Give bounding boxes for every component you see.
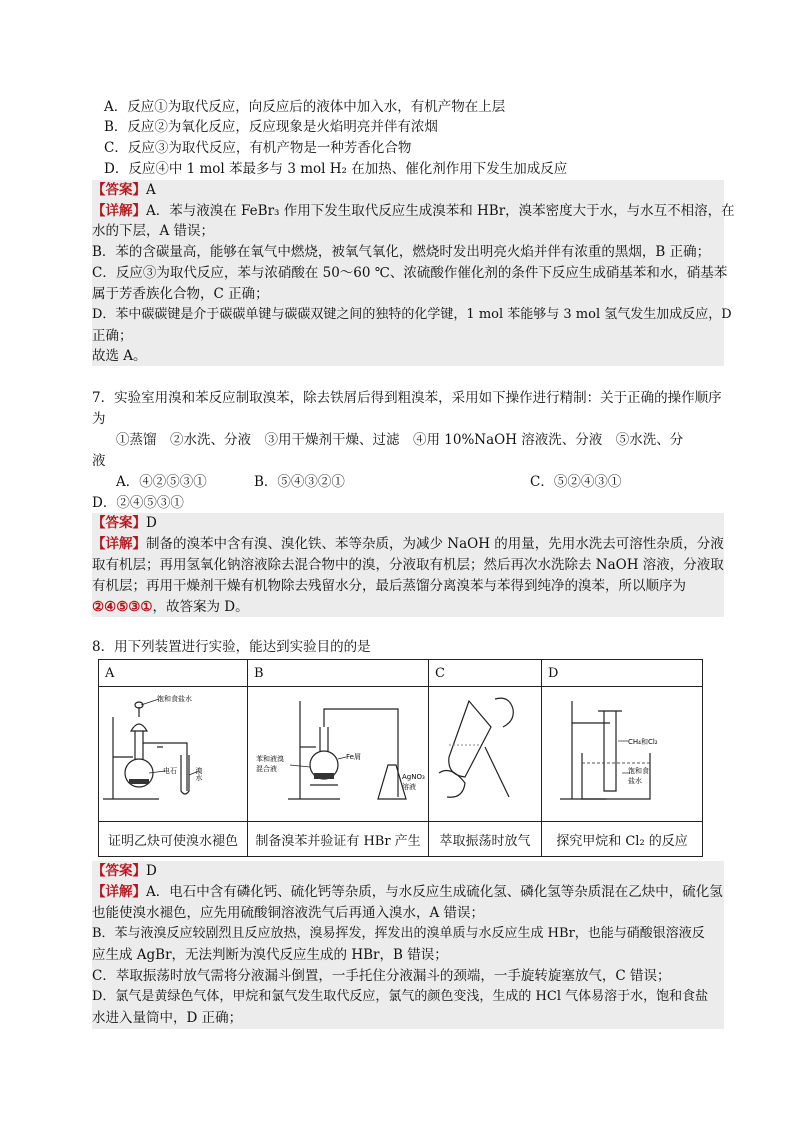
- detail-text: ，故答案为 D。: [152, 599, 249, 615]
- q7-answer: [92, 513, 157, 533]
- q8-detail-line-4: 应生成 AgBr，无法判断为溴代反应生成的 HBr，B 错误；: [92, 947, 448, 963]
- q7-detail-line-3: 有机层；再用干燥剂干燥有机物除去残留水分，最后蒸馏分离溴苯与苯得到纯净的溴苯，所以顺序为: [92, 578, 686, 594]
- q7-detail-line-1: [92, 534, 724, 554]
- answer-value: D: [146, 515, 157, 531]
- caption-d: 探究甲烷和 Cl₂ 的反应: [542, 822, 703, 857]
- label-water: 盐水: [628, 777, 642, 785]
- q7-detail-line-2: 取有机层；再用氢氧化钠溶液除去混合物中的溴，分液取有机层；然后再次水洗除去 NaOH 溶液，分液取: [92, 557, 724, 573]
- table-header-d: D: [542, 660, 703, 687]
- q6-option-b: B．反应②为氧化反应，反应现象是火焰明亮并伴有浓烟: [104, 119, 438, 135]
- q6-detail-line-7: 正确；: [92, 328, 133, 344]
- q6-option-a: A．反应①为取代反应，向反应后的液体中加入水，有机产物在上层: [104, 99, 506, 115]
- label-solution: 溶液: [402, 783, 416, 791]
- q6-option-c: C．反应③为取代反应，有机产物是一种芳香化合物: [104, 140, 412, 156]
- label-bromine-water: 溴水: [195, 767, 203, 781]
- detail-label: 【详解】: [92, 884, 146, 900]
- q7-option-b: B．⑤④③②①: [254, 474, 345, 490]
- label-saturated-salt: 饱和食: [628, 767, 649, 775]
- caption-c: 萃取振荡时放气: [429, 822, 542, 857]
- detail-text: 制备的溴苯中含有溴、溴化铁、苯等杂质，为减少 NaOH 的用量，先用水洗去可溶性杂质，分液: [146, 536, 724, 552]
- answer-value: A: [146, 182, 156, 198]
- q7-option-c: C．⑤②④③①: [530, 474, 622, 490]
- q7-stem-line-1: 7．实验室用溴和苯反应制取溴苯，除去铁屑后得到粗溴苯，采用如下操作进行精制：关于正确的操作顺序: [92, 390, 722, 406]
- q8-answer: [92, 861, 157, 881]
- q7-detail-line-4: [92, 597, 249, 617]
- answer-label: 【答案】: [92, 863, 146, 879]
- label-calcium-carbide: 电石: [163, 767, 177, 775]
- answer-value: D: [146, 863, 157, 879]
- label-saturated-brine: 饱和食盐水: [157, 695, 192, 703]
- q8-apparatus-table: [98, 659, 703, 857]
- q6-detail-line-6: D．苯中碳碳键是介于碳碳单键与碳碳双键之间的独特的化学键，1 mol 苯能够与 3 mol 氢气发生加成反应，D: [92, 307, 732, 322]
- detail-text: A．苯与液溴在 FeBr₃ 作用下发生取代反应生成溴苯和 HBr，溴苯密度大于水，与水互不相溶，在: [146, 203, 735, 219]
- q6-detail-line-2: 水的下层，A 错误；: [92, 223, 215, 239]
- detail-text: A．电石中含有磷化钙、硫化钙等杂质，与水反应生成硫化氢、磷化氢等杂质混在乙炔中，硫化氢: [146, 884, 723, 900]
- q6-detail-line-1: [92, 201, 735, 221]
- q6-answer: [92, 180, 156, 200]
- q8-detail-line-3: B．苯与液溴反应较剧烈且反应放热，溴易挥发，挥发出的溴单质与水反应生成 HBr，也能与硝酸银溶液反: [92, 926, 705, 941]
- caption-a: 证明乙炔可使溴水褪色: [99, 822, 248, 857]
- detail-label: 【详解】: [92, 536, 146, 552]
- table-header-b: B: [248, 660, 429, 687]
- label-iron-filings: Fe屑: [346, 753, 361, 761]
- label-mixture: 混合液: [256, 765, 277, 773]
- q7-option-d: D．②④⑤③①: [92, 495, 184, 511]
- apparatus-d-image: [542, 687, 703, 822]
- q7-stem-line-2: 为: [92, 411, 106, 427]
- q6-option-d: D．反应④中 1 mol 苯最多与 3 mol H₂ 在加热、催化剂作用下发生加成反应: [104, 161, 568, 177]
- label-agno3: AgNO₃: [402, 773, 425, 781]
- q6-detail-line-4: C．反应③为取代反应，苯与浓硝酸在 50～60 ℃、浓硫酸作催化剂的条件下反应生成硝基苯和水，硝基苯: [92, 265, 728, 281]
- q7-steps-cont: 液: [92, 453, 106, 469]
- q8-detail-line-5: C．萃取振荡时放气需将分液漏斗倒置，一手托住分液漏斗的颈端，一手旋转旋塞放气，C 错误；: [92, 968, 671, 984]
- apparatus-c-image: [429, 687, 542, 822]
- answer-label: 【答案】: [92, 515, 146, 531]
- q8-detail-line-7: 水进入量筒中，D 正确；: [92, 1010, 243, 1026]
- answer-order: ②④⑤③①: [92, 599, 153, 615]
- answer-label: 【答案】: [92, 182, 146, 198]
- detail-label: 【详解】: [92, 203, 146, 219]
- table-header-c: C: [429, 660, 542, 687]
- q6-detail-line-8: 故选 A。: [92, 348, 147, 364]
- label-benzene-bromine: 苯和液溴: [256, 755, 284, 763]
- q8-stem: 8．用下列装置进行实验，能达到实验目的的是: [92, 639, 371, 655]
- caption-b: 制备溴苯并验证有 HBr 产生: [248, 822, 429, 857]
- table-header-a: A: [99, 660, 248, 687]
- q8-detail-line-6: D．氯气是黄绿色气体，甲烷和氯气发生取代反应，氯气的颜色变浅，生成的 HCl 气体易溶于水，饱和食盐: [92, 989, 709, 1004]
- apparatus-b-image: [248, 687, 429, 822]
- q7-steps: ①蒸馏 ②水洗、分液 ③用干燥剂干燥、过滤 ④用 10%NaOH 溶液洗、分液 ⑤水洗、分: [116, 432, 684, 448]
- q6-detail-line-5: 属于芳香族化合物，C 正确；: [92, 286, 269, 302]
- q8-detail-line-1: [92, 882, 723, 902]
- label-ch4-cl2: CH₄和Cl₂: [628, 738, 658, 746]
- q6-detail-line-3: B．苯的含碳量高，能够在氧气中燃烧，被氧气氧化，燃烧时发出明亮火焰并伴有浓重的黑烟，B 正确；: [92, 244, 711, 260]
- apparatus-a-image: [99, 687, 248, 822]
- q8-detail-line-2: 也能使溴水褪色，应先用硫酸铜溶液洗气后再通入溴水，A 错误；: [92, 905, 485, 921]
- q7-option-a: A．④②⑤③①: [116, 474, 207, 490]
